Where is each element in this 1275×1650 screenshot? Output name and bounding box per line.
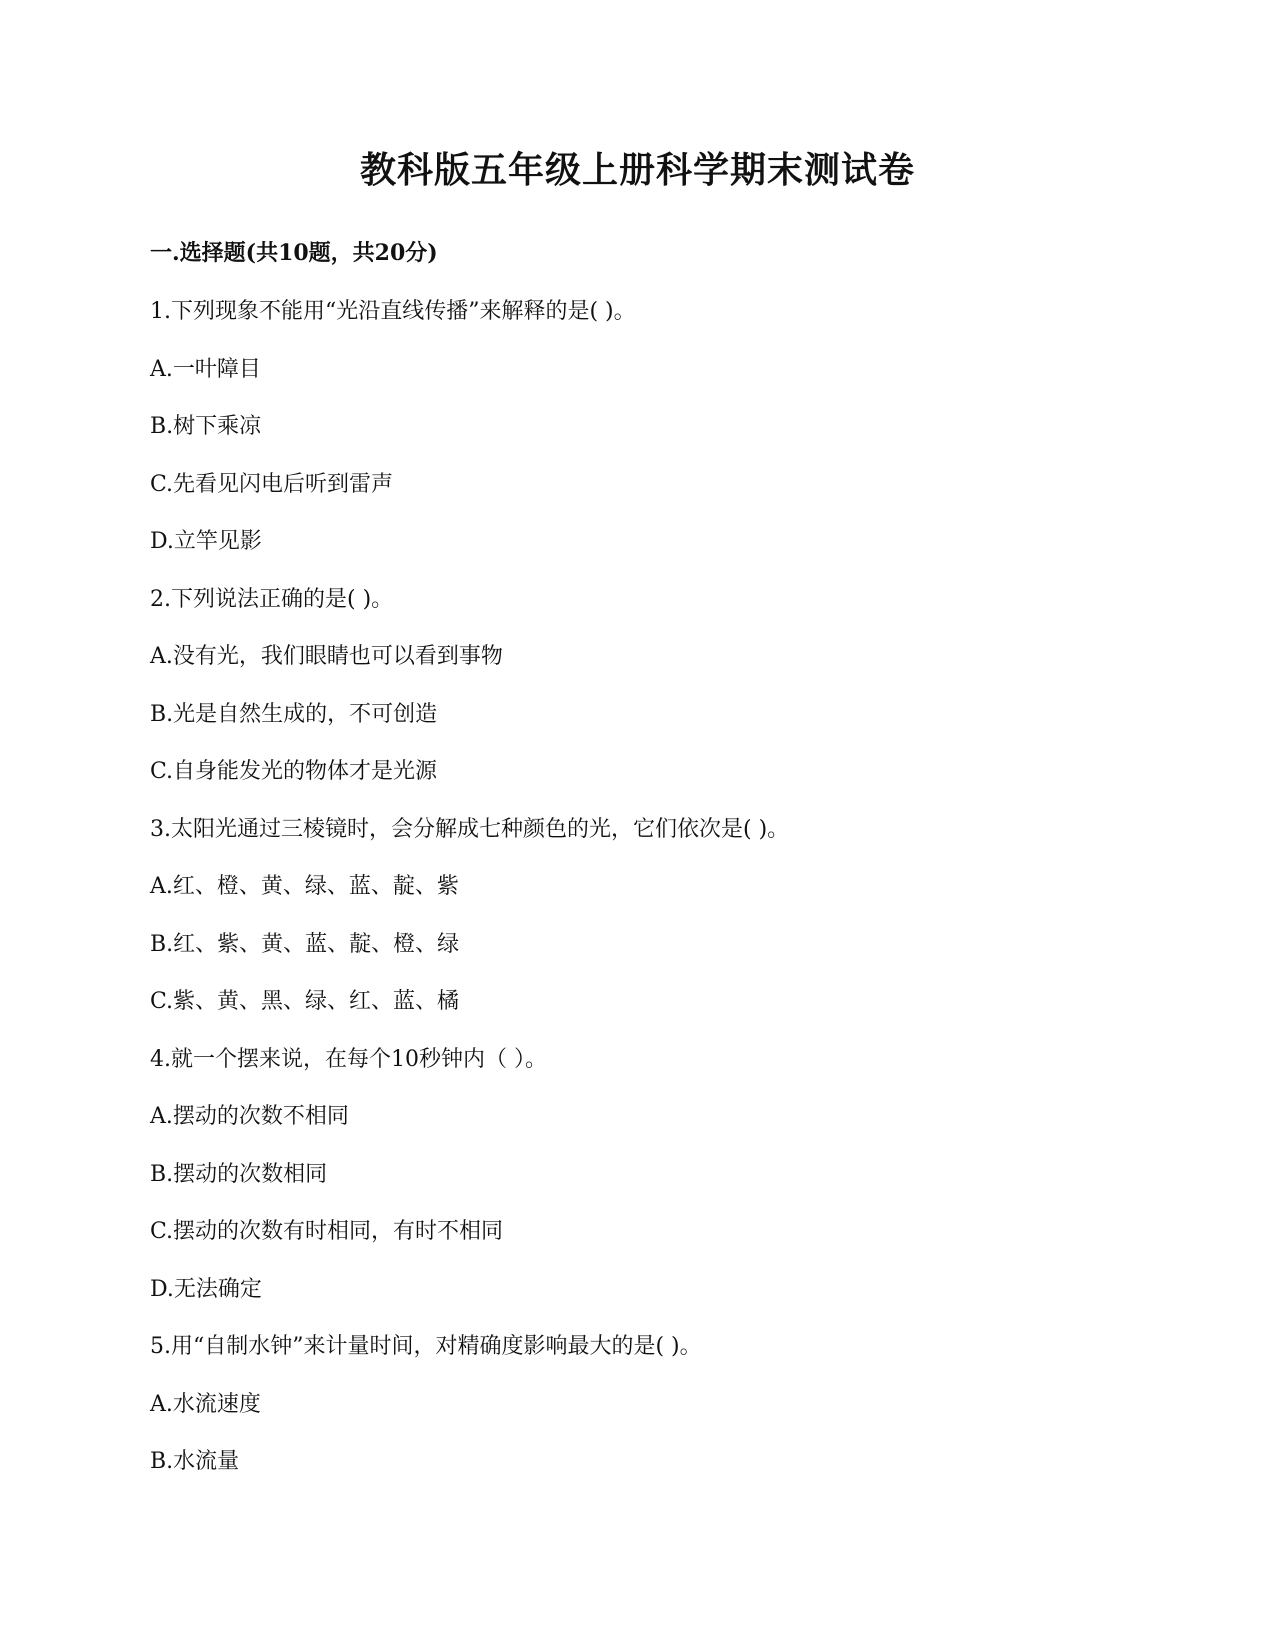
section-heading: 一.选择题(共10题，共20分): [150, 240, 438, 266]
question-3-option-b: B.红、紫、黄、蓝、靛、橙、绿: [150, 931, 460, 957]
question-list: [150, 297, 1150, 1505]
question-3-text: 3.太阳光通过三棱镜时，会分解成七种颜色的光，它们依次是( )。: [150, 816, 790, 842]
question-4-text: 4.就一个摆来说，在每个10秒钟内（ ）。: [150, 1046, 547, 1072]
question-4-option-c: C.摆动的次数有时相同，有时不相同: [150, 1219, 504, 1244]
question-4-option-d: D.无法确定: [150, 1276, 262, 1302]
question-1-option-c: C.先看见闪电后听到雷声: [150, 471, 394, 497]
question-4-option-a: A.摆动的次数不相同: [150, 1104, 349, 1129]
question-1-text: 1.下列现象不能用“光沿直线传播”来解释的是( )。: [150, 299, 636, 324]
question-1-option-a: A.一叶障目: [150, 356, 261, 382]
question-3-option-c: C.紫、黄、黑、绿、红、蓝、橘: [150, 989, 460, 1014]
question-1-option-b: B.树下乘凉: [150, 414, 262, 439]
question-5-option-a: A.水流速度: [150, 1391, 261, 1417]
question-2-option-b: B.光是自然生成的，不可创造: [150, 701, 438, 727]
question-5-text: 5.用“自制水钟”来计量时间，对精确度影响最大的是( )。: [150, 1334, 702, 1359]
question-2-option-a: A.没有光，我们眼睛也可以看到事物: [150, 644, 503, 669]
question-2-option-c: C.自身能发光的物体才是光源: [150, 759, 438, 784]
question-3-option-a: A.红、橙、黄、绿、蓝、靛、紫: [150, 874, 459, 899]
page-title: 教科版五年级上册科学期末测试卷: [359, 149, 915, 191]
question-4-option-b: B.摆动的次数相同: [150, 1161, 328, 1187]
question-1-option-d: D.立竿见影: [150, 529, 262, 554]
question-5-option-b: B.水流量: [150, 1449, 240, 1474]
question-2-text: 2.下列说法正确的是( )。: [150, 586, 394, 612]
